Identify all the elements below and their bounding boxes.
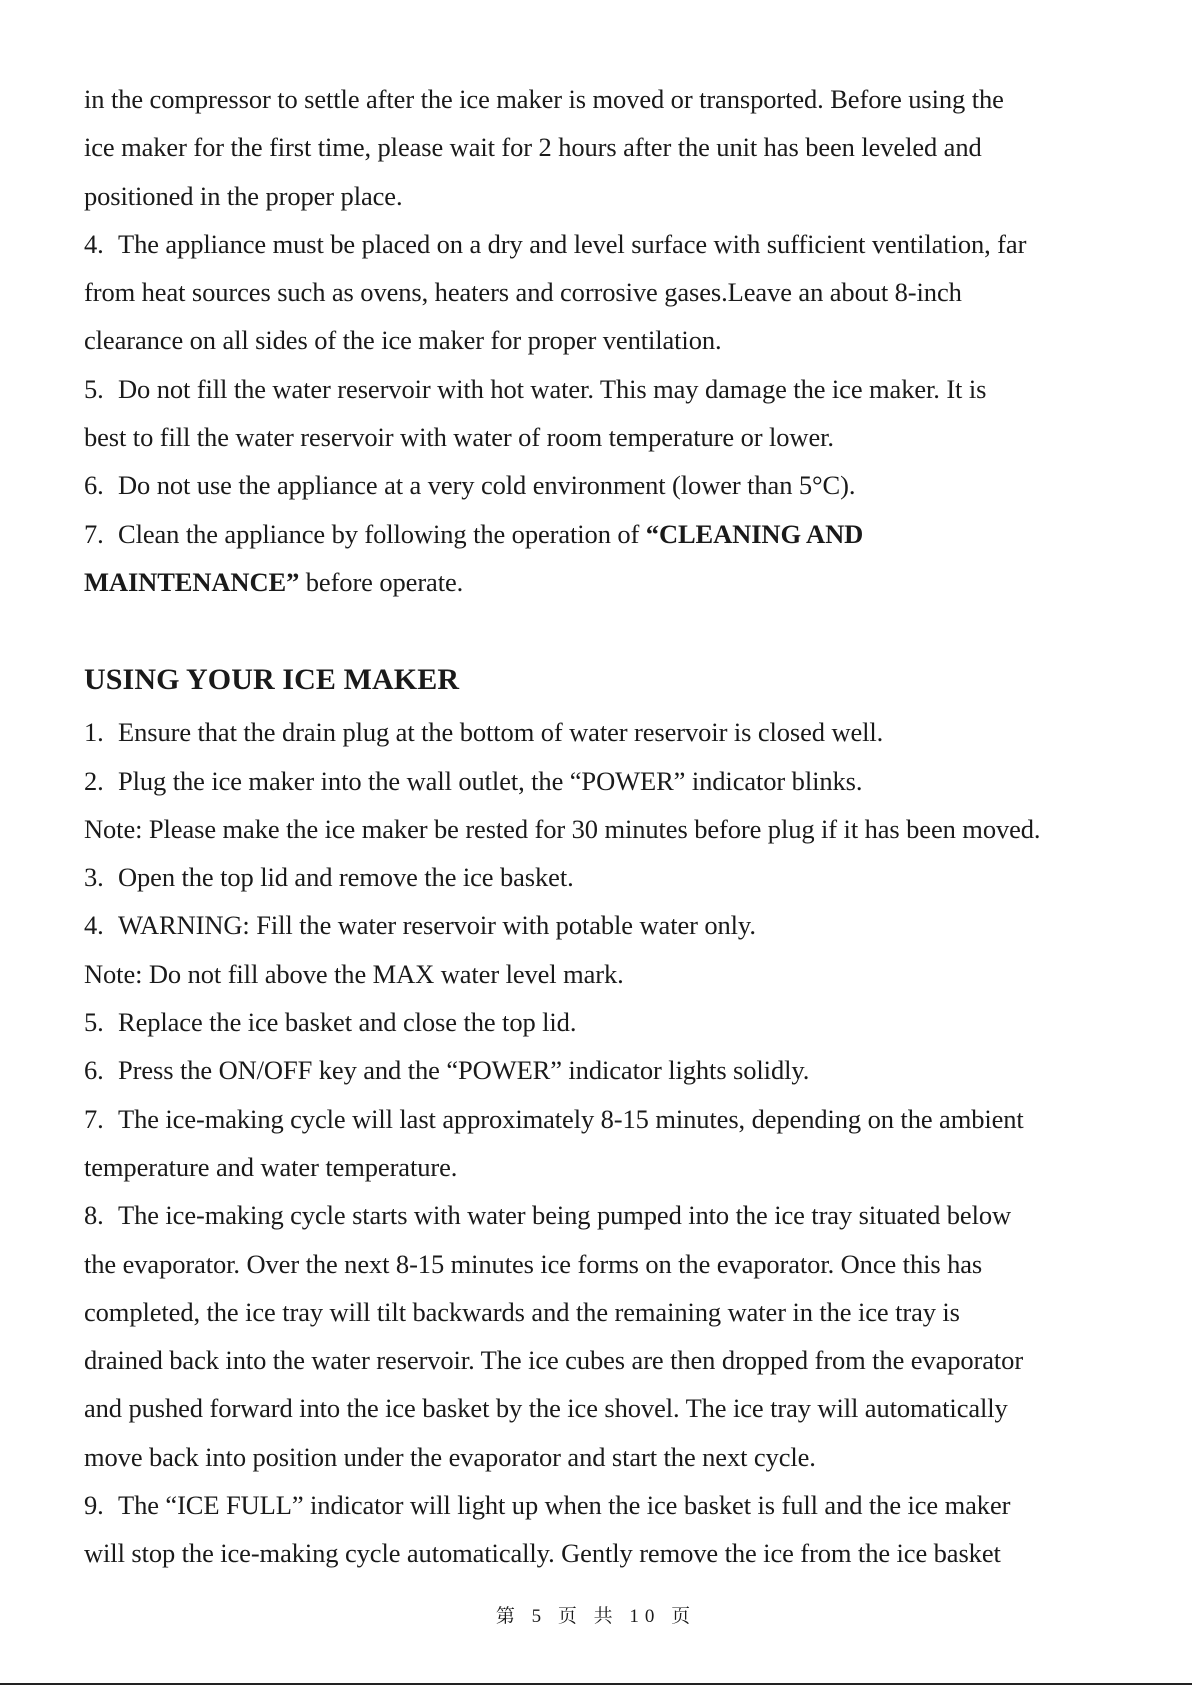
- bold-reference: “CLEANING AND: [645, 518, 864, 549]
- item-text: Open the top lid and remove the ice basket.: [118, 862, 574, 893]
- item-text: Clean the appliance by following the operation of: [118, 518, 646, 549]
- item-text: before operate.: [299, 566, 464, 597]
- paragraph-line: [84, 558, 1144, 606]
- paragraph-line: clearance on all sides of the ice maker for proper ventilation.: [84, 325, 722, 356]
- paragraph-line: the evaporator. Over the next 8-15 minutes ice forms on the evaporator. Once this has: [84, 1248, 983, 1279]
- note-line: Note: Please make the ice maker be rested for 30 minutes before plug if it has been moved.: [84, 813, 1041, 844]
- item-text: WARNING: Fill the water reservoir with potable water only.: [118, 910, 756, 941]
- list-item: [84, 901, 1144, 949]
- item-number: 3.: [84, 862, 104, 893]
- item-text: Do not use the appliance at a very cold environment (lower than 5°C).: [118, 470, 856, 501]
- item-text: The appliance must be placed on a dry and level surface with sufficient ventilation, far: [118, 228, 1027, 259]
- section-spacer: [84, 606, 1144, 654]
- paragraph-line: will stop the ice-making cycle automatically. Gently remove the ice from the ice basket: [84, 1538, 1001, 1569]
- list-item: [84, 998, 1144, 1046]
- item-number: 5.: [84, 1007, 104, 1038]
- item-text: Ensure that the drain plug at the bottom of water reservoir is closed well.: [118, 717, 884, 748]
- item-number: 2.: [84, 765, 104, 796]
- item-text: Press the ON/OFF key and the “POWER” indicator lights solidly.: [118, 1055, 810, 1086]
- list-item: [84, 220, 1144, 268]
- item-number: 8.: [84, 1200, 104, 1231]
- list-item: [84, 1095, 1144, 1143]
- list-item: [84, 1481, 1144, 1529]
- list-item: [84, 1191, 1144, 1239]
- list-item: [84, 853, 1144, 901]
- item-number: 6.: [84, 1055, 104, 1086]
- item-number: 7.: [84, 1103, 104, 1134]
- item-text: Plug the ice maker into the wall outlet, the “POWER” indicator blinks.: [118, 765, 863, 796]
- item-number: 6.: [84, 470, 104, 501]
- paragraph-line: in the compressor to settle after the ice maker is moved or transported. Before using the: [84, 84, 1004, 114]
- paragraph-line: ice maker for the first time, please wait for 2 hours after the unit has been leveled and: [84, 132, 982, 163]
- item-number: 1.: [84, 717, 104, 748]
- paragraph-line: from heat sources such as ovens, heaters and corrosive gases.Leave an about 8-inch: [84, 277, 962, 308]
- item-number: 4.: [84, 910, 104, 941]
- item-number: 9.: [84, 1490, 104, 1521]
- item-text: The ice-making cycle will last approximately 8-15 minutes, depending on the ambient: [118, 1103, 1024, 1134]
- paragraph-line: temperature and water temperature.: [84, 1151, 458, 1182]
- bold-reference: MAINTENANCE”: [84, 566, 300, 597]
- list-item: [84, 708, 1144, 756]
- list-item: [84, 510, 1144, 558]
- section-heading: USING YOUR ICE MAKER: [84, 663, 460, 697]
- item-text: Replace the ice basket and close the top lid.: [118, 1007, 577, 1038]
- page-number: 第 5 页 共 10 页: [495, 1606, 697, 1627]
- paragraph-line: completed, the ice tray will tilt backwards and the remaining water in the ice tray is: [84, 1296, 960, 1327]
- item-number: 5.: [84, 373, 104, 404]
- item-number: 4.: [84, 228, 104, 259]
- list-item: [84, 365, 1144, 413]
- paragraph-line: and pushed forward into the ice basket by the ice shovel. The ice tray will automatically: [84, 1393, 1008, 1424]
- paragraph-line: drained back into the water reservoir. The ice cubes are then dropped from the evaporator: [84, 1345, 1024, 1376]
- item-text: The “ICE FULL” indicator will light up when the ice basket is full and the ice maker: [118, 1490, 1011, 1521]
- paragraph-line: best to fill the water reservoir with water of room temperature or lower.: [84, 422, 834, 453]
- note-line: Note: Do not fill above the MAX water level mark.: [84, 958, 624, 989]
- document-page: [84, 75, 1144, 1578]
- item-text: Do not fill the water reservoir with hot water. This may damage the ice maker. It is: [118, 373, 987, 404]
- paragraph-line: positioned in the proper place.: [84, 180, 403, 211]
- item-text: The ice-making cycle starts with water being pumped into the ice tray situated below: [118, 1200, 1012, 1231]
- list-item: [84, 461, 1144, 509]
- paragraph-line: move back into position under the evaporator and start the next cycle.: [84, 1441, 816, 1472]
- list-item: [84, 757, 1144, 805]
- list-item: [84, 1046, 1144, 1094]
- item-number: 7.: [84, 518, 104, 549]
